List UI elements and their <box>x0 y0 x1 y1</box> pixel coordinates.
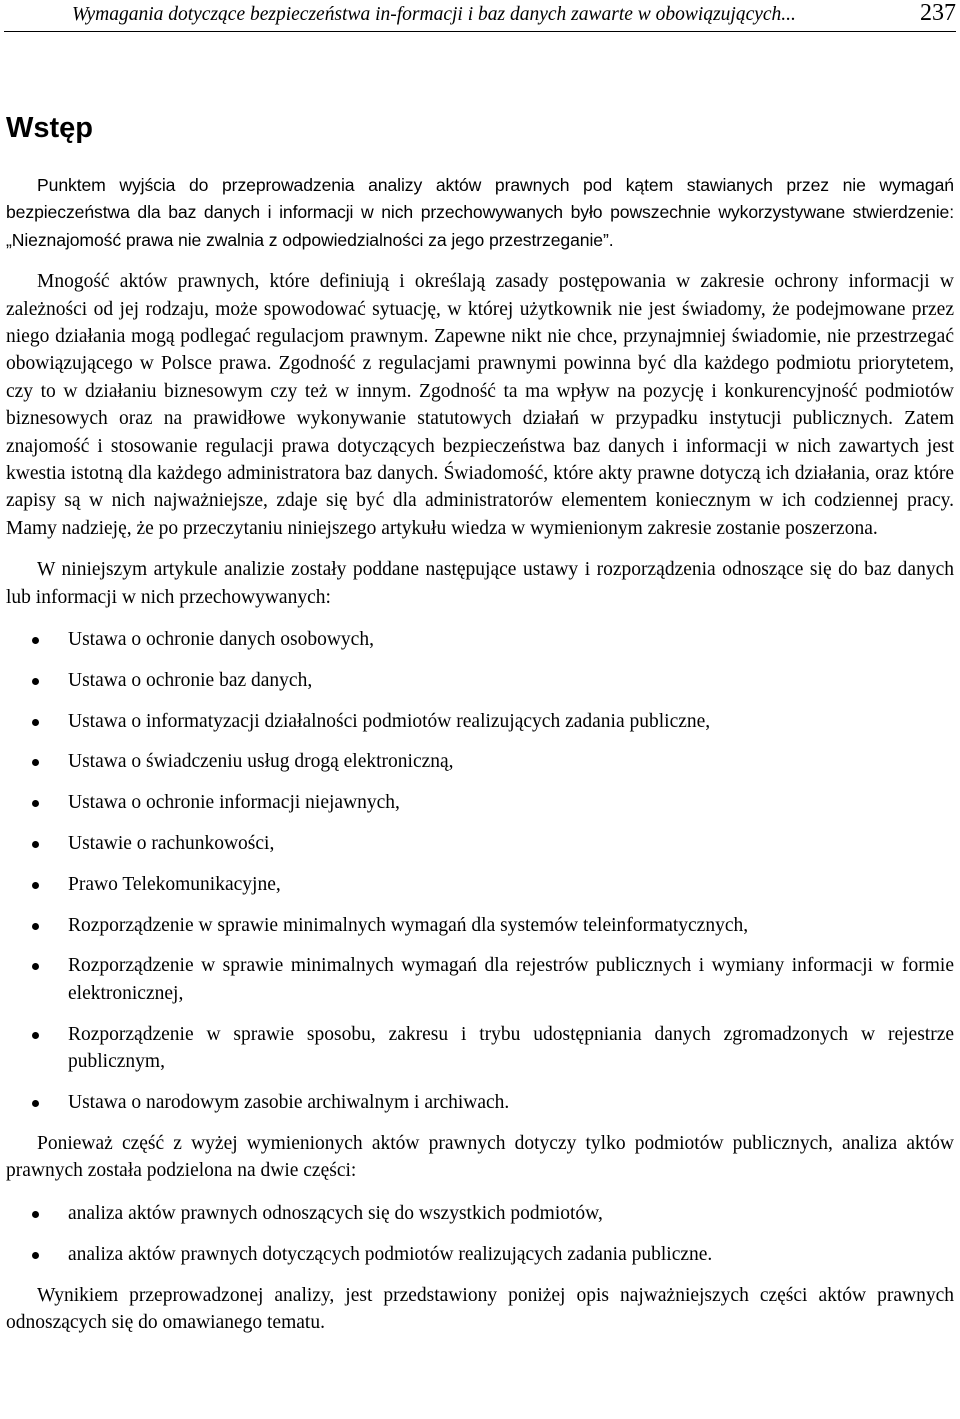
bullet-icon <box>32 1211 39 1218</box>
list-item-text: Rozporządzenie w sprawie sposobu, zakresu i trybu udostępniania danych zgromadzonych w rejestrze publicznym, <box>68 1023 954 1073</box>
list-item-text: analiza aktów prawnych dotyczących podmiotów realizujących zadania publiczne. <box>68 1244 713 1266</box>
list-item-text: Prawo Telekomunikacyjne, <box>68 873 281 895</box>
page-number: 237 <box>920 0 956 26</box>
list-item-text: Ustawa o świadczeniu usług drogą elektroniczną, <box>68 751 454 773</box>
list-item <box>6 748 954 775</box>
bullet-icon <box>32 963 39 970</box>
list-item <box>6 626 954 653</box>
bullet-icon <box>32 759 39 766</box>
list-item-text: Ustawa o ochronie baz danych, <box>68 669 313 691</box>
list-item <box>6 912 954 939</box>
running-header <box>4 0 956 32</box>
list-item-text: Rozporządzenie w sprawie minimalnych wymagań dla systemów teleinformatycznych, <box>68 914 749 936</box>
acts-intro-paragraph: W niniejszym artykule analizie zostały poddane następujące ustawy i rozporządzenia odnoszące się do baz danych lub informacji w nich przechowywanych: <box>6 559 954 608</box>
bullet-icon <box>32 1252 39 1259</box>
list-item-text: Ustawa o informatyzacji działalności podmiotów realizujących zadania publiczne, <box>68 710 711 732</box>
parts-list <box>6 1200 954 1268</box>
list-item <box>6 1241 954 1268</box>
bullet-icon <box>32 841 39 848</box>
mnogosc-paragraph: Mnogość aktów prawnych, które definiują i określają zasady postępowania w zakresie ochrony informacji w zależności od jej rodzaju, może spowodować sytuację, w której użytkownik nie jest świadomy, że podejmowane przez niego działania mogą podlegać regulacjom prawnym. Zapewne nikt nie chce, przynajmniej świadomie, nie przestrzegać obowiązującego w Polsce prawa. Zgodność z regulacjami prawnymi powinna być dla każdego podmiotu priorytetem, czy to w działaniu biznesowym czy też w innym. Zgodność ta ma wpływ na pozycję i konkurencyjność podmiotów biznesowych oraz na prawidłowe wykonywanie statutowych działań w przypadku instytucji publicznych. Zatem znajomość i stosowanie regulacji prawa dotyczących bezpieczeństwa baz danych i informacji w nich zawartych jest kwestia istotną dla każdego administratora baz danych. Świadomość, które akty prawne dotyczą ich działania, oraz które zapisy są w nich najważniejsze, zdaje się być dla administratorów elementem koniecznym w ich codziennej pracy. Mamy nadzieję, że po przeczytaniu niniejszego artykułu wiedza w wymienionym zakresie zostanie poszerzona. <box>6 271 954 539</box>
list-item <box>6 952 954 1007</box>
bullet-icon <box>32 1032 39 1039</box>
header-title: Wymagania dotyczące bezpieczeństwa in-formacji i baz danych zawarte w obowiązujących... <box>72 4 796 25</box>
list-item <box>6 1089 954 1116</box>
list-item-text: Ustawa o ochronie informacji niejawnych, <box>68 792 400 814</box>
list-item <box>6 871 954 898</box>
list-item-text: analiza aktów prawnych odnoszących się do wszystkich podmiotów, <box>68 1203 603 1225</box>
list-item <box>6 667 954 694</box>
list-item <box>6 1200 954 1227</box>
bullet-icon <box>32 882 39 889</box>
bullet-icon <box>32 923 39 930</box>
conclusion-paragraph: Wynikiem przeprowadzonej analizy, jest przedstawiony poniżej opis najważniejszych części aktów prawnych odnoszących się do omawianego tematu. <box>6 1285 954 1334</box>
list-item-text: Ustawa o ochronie danych osobowych, <box>68 629 374 651</box>
intro-paragraph: Punktem wyjścia do przeprowadzenia analizy aktów prawnych pod kątem stawianych przez nie wymagań bezpieczeństwa dla baz danych i informacji w nich przechowywanych było powszechnie wykorzystywane stwierdzenie: „Nieznajomość prawa nie zwalnia z odpowiedzialności za jego przestrzeganie”. <box>6 175 954 250</box>
bullet-icon <box>32 719 39 726</box>
list-item <box>6 1021 954 1076</box>
list-item-text: Ustawa o narodowym zasobie archiwalnym i archiwach. <box>68 1091 510 1113</box>
list-item-text: Rozporządzenie w sprawie minimalnych wymagań dla rejestrów publicznych i wymiany informacji w formie elektronicznej, <box>68 955 954 1004</box>
bullet-icon <box>32 1100 39 1107</box>
parts-intro-paragraph: Ponieważ część z wyżej wymienionych aktów prawnych dotyczy tylko podmiotów publicznych, analiza aktów prawnych została podzielona na dwie części: <box>6 1132 954 1182</box>
bullet-icon <box>32 637 39 644</box>
bullet-icon <box>32 678 39 685</box>
list-item <box>6 708 954 735</box>
acts-list <box>6 626 954 1116</box>
list-item <box>6 830 954 857</box>
article-body <box>6 172 954 1337</box>
list-item-text: Ustawie o rachunkowości, <box>68 833 275 855</box>
section-title: Wstęp <box>6 112 93 144</box>
list-item <box>6 789 954 816</box>
bullet-icon <box>32 800 39 807</box>
